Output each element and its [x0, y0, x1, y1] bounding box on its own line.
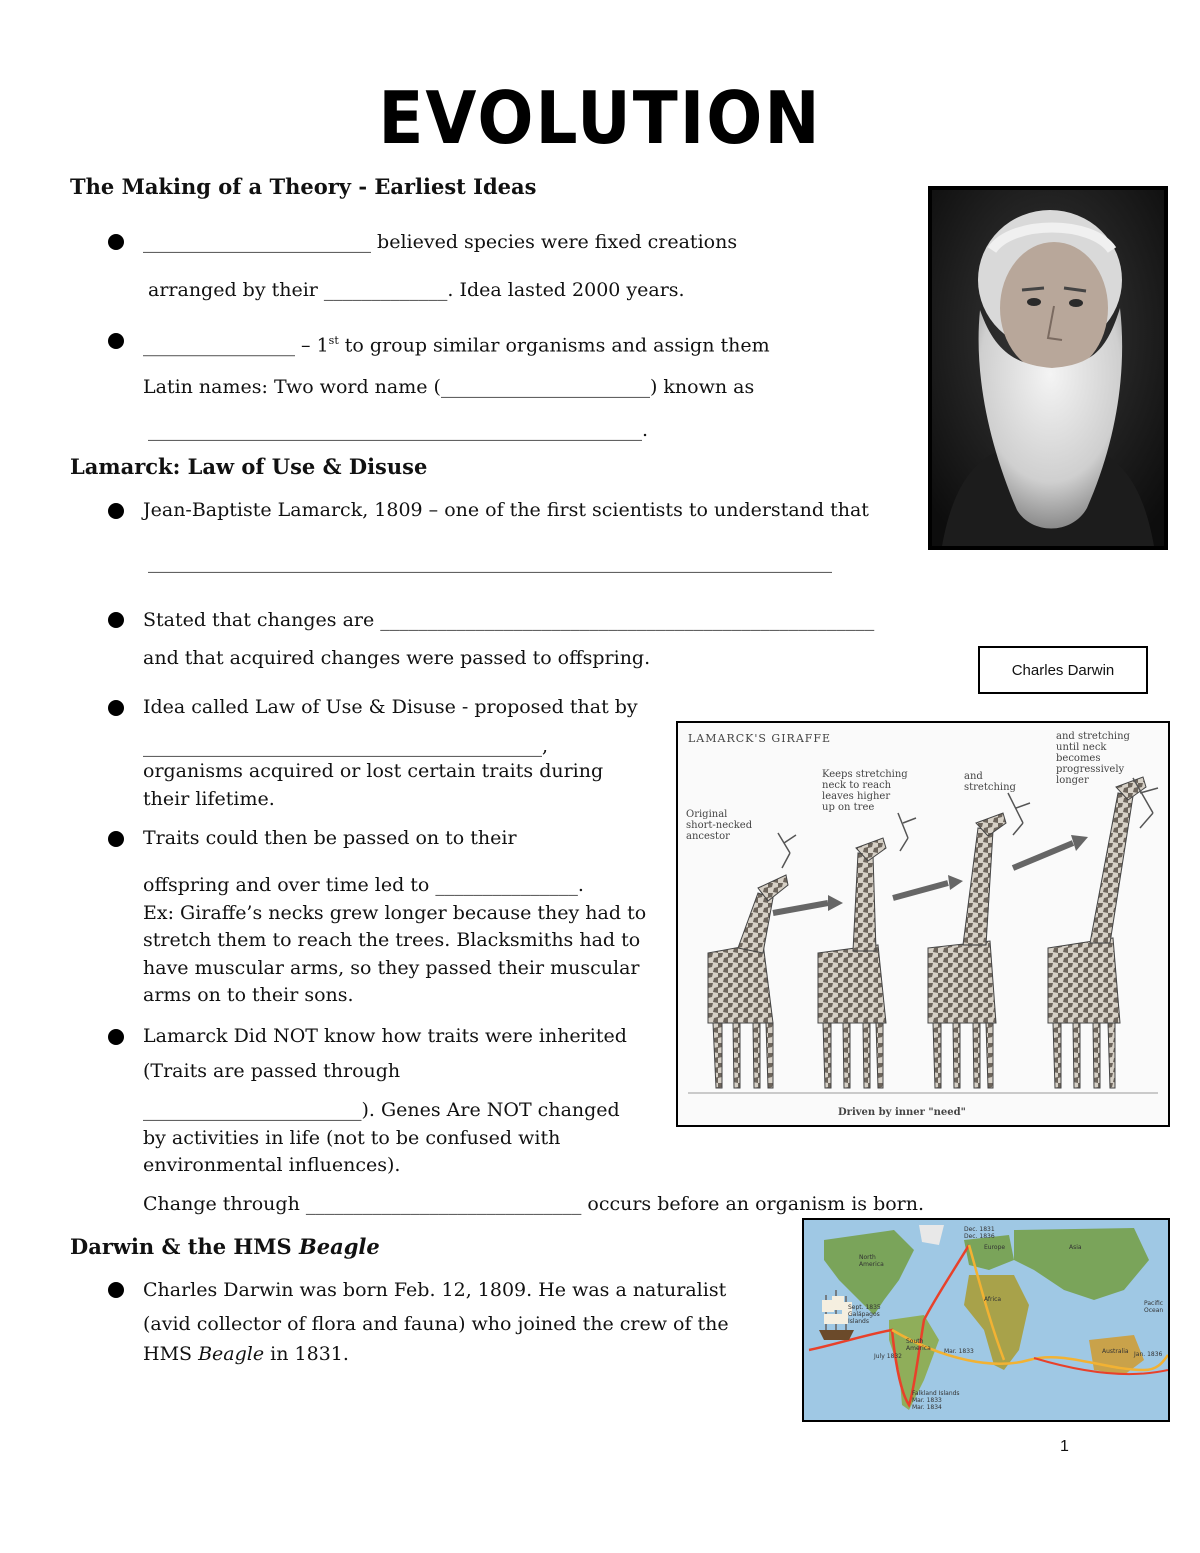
map-label-dec-1831: Dec. 1831 Dec. 1836 [964, 1226, 995, 1240]
text-line: arms on to their sons. [143, 984, 354, 1006]
text-segment: HMS [143, 1343, 199, 1365]
map-label-asia: Asia [1069, 1244, 1082, 1251]
text-line: __________________________________________, [143, 735, 549, 757]
giraffe-label-stretching: Keeps stretching neck to reach leaves higher up on tree [822, 769, 908, 813]
bullet-dot [108, 333, 124, 349]
text-line: ________________________ believed species were fixed creations [143, 231, 738, 253]
giraffe-figure-footer: Driven by inner "need" [838, 1107, 966, 1118]
page-number: 1 [1060, 1438, 1069, 1455]
text-line: by activities in life (not to be confused with [143, 1127, 561, 1149]
text-line: arranged by their _____________. Idea lasted 2000 years. [148, 279, 685, 301]
darwin-portrait [928, 186, 1168, 550]
text-line: Lamarck Did NOT know how traits were inherited [143, 1025, 627, 1047]
text-line [143, 328, 770, 358]
darwin-caption: Charles Darwin [978, 646, 1148, 694]
bullet-dot [108, 503, 124, 519]
text-line: ________________________________________________________________________ [148, 551, 832, 573]
text-line: Idea called Law of Use & Disuse - proposed that by [143, 696, 638, 718]
page-title: EVOLUTION [378, 76, 822, 161]
bullet-dot [108, 700, 124, 716]
bullet-dot [108, 234, 124, 250]
map-label-south-america: South America [906, 1338, 931, 1352]
bullet-dot [108, 1282, 124, 1298]
text-segment: to group similar organisms and assign them [338, 334, 770, 357]
text-segment: Darwin & the HMS [70, 1234, 299, 1259]
text-line [143, 1341, 349, 1367]
bullet-dot [108, 1029, 124, 1045]
text-line: environmental influences). [143, 1154, 401, 1176]
text-line: have muscular arms, so they passed their muscular [143, 957, 640, 979]
text-line: Stated that changes are ____________________________________________________ [143, 609, 875, 631]
text-line: (Traits are passed through [143, 1060, 401, 1082]
text-line: _______________________). Genes Are NOT changed [143, 1099, 620, 1121]
map-label-africa: Africa [984, 1296, 1002, 1303]
text-segment: ________________ – 1 [143, 334, 329, 357]
map-label-pacific: Pacific Ocean [1144, 1300, 1164, 1314]
text-line: Latin names: Two word name (______________________) known as [143, 376, 755, 398]
bullet-dot [108, 612, 124, 628]
section-heading-lamarck: Lamarck: Law of Use & Disuse [70, 454, 428, 479]
map-label-mar-1833: Mar. 1833 [944, 1348, 974, 1355]
text-line: Change through _____________________________ occurs before an organism is born. [143, 1193, 925, 1215]
text-segment: in 1831. [264, 1343, 349, 1365]
section-heading-earliest-ideas: The Making of a Theory - Earliest Ideas [70, 174, 537, 199]
giraffe-label-and-stretching: and stretching [964, 771, 1016, 793]
superscript: st [328, 334, 339, 347]
map-label-north-america: North America [859, 1254, 884, 1268]
text-line: offspring and over time led to _______________. [143, 874, 584, 896]
map-label-europe: Europe [984, 1244, 1006, 1251]
map-label-australia: Australia [1102, 1348, 1129, 1355]
text-line: Ex: Giraffe’s necks grew longer because they had to [143, 902, 647, 924]
text-line: Jean-Baptiste Lamarck, 1809 – one of the first scientists to understand that [143, 499, 869, 521]
giraffe-label-ancestor: Original short-necked ancestor [686, 809, 753, 842]
beagle-voyage-map [802, 1218, 1170, 1422]
text-line: their lifetime. [143, 788, 275, 810]
map-label-july-1832: July 1832 [874, 1353, 902, 1360]
text-line: stretch them to reach the trees. Blacksmiths had to [143, 929, 641, 951]
giraffe-label-longer: and stretching until neck becomes progressively longer [1056, 731, 1130, 786]
text-line: Charles Darwin was born Feb. 12, 1809. He was a naturalist [143, 1279, 727, 1301]
text-line: and that acquired changes were passed to offspring. [143, 647, 651, 669]
map-label-falklands: Falkland Islands Mar. 1833 Mar. 1834 [912, 1390, 960, 1411]
map-label-galapagos: Sept. 1835 Galápagos Islands [848, 1304, 881, 1325]
text-segment-italic: Beagle [198, 1343, 265, 1365]
map-label-jan-1836: Jan. 1836 [1134, 1351, 1163, 1358]
lamarck-giraffe-figure [676, 721, 1170, 1127]
text-segment-italic: Beagle [299, 1234, 380, 1259]
text-line: (avid collector of flora and fauna) who joined the crew of the [143, 1313, 729, 1335]
text-line: Traits could then be passed on to their [143, 827, 517, 849]
bullet-dot [108, 831, 124, 847]
text-line: organisms acquired or lost certain traits during [143, 760, 604, 782]
section-heading-darwin-beagle [70, 1234, 380, 1259]
text-line: ____________________________________________________. [148, 419, 649, 441]
giraffe-figure-title: LAMARCK'S GIRAFFE [688, 732, 832, 745]
darwin-portrait-image [932, 190, 1164, 546]
